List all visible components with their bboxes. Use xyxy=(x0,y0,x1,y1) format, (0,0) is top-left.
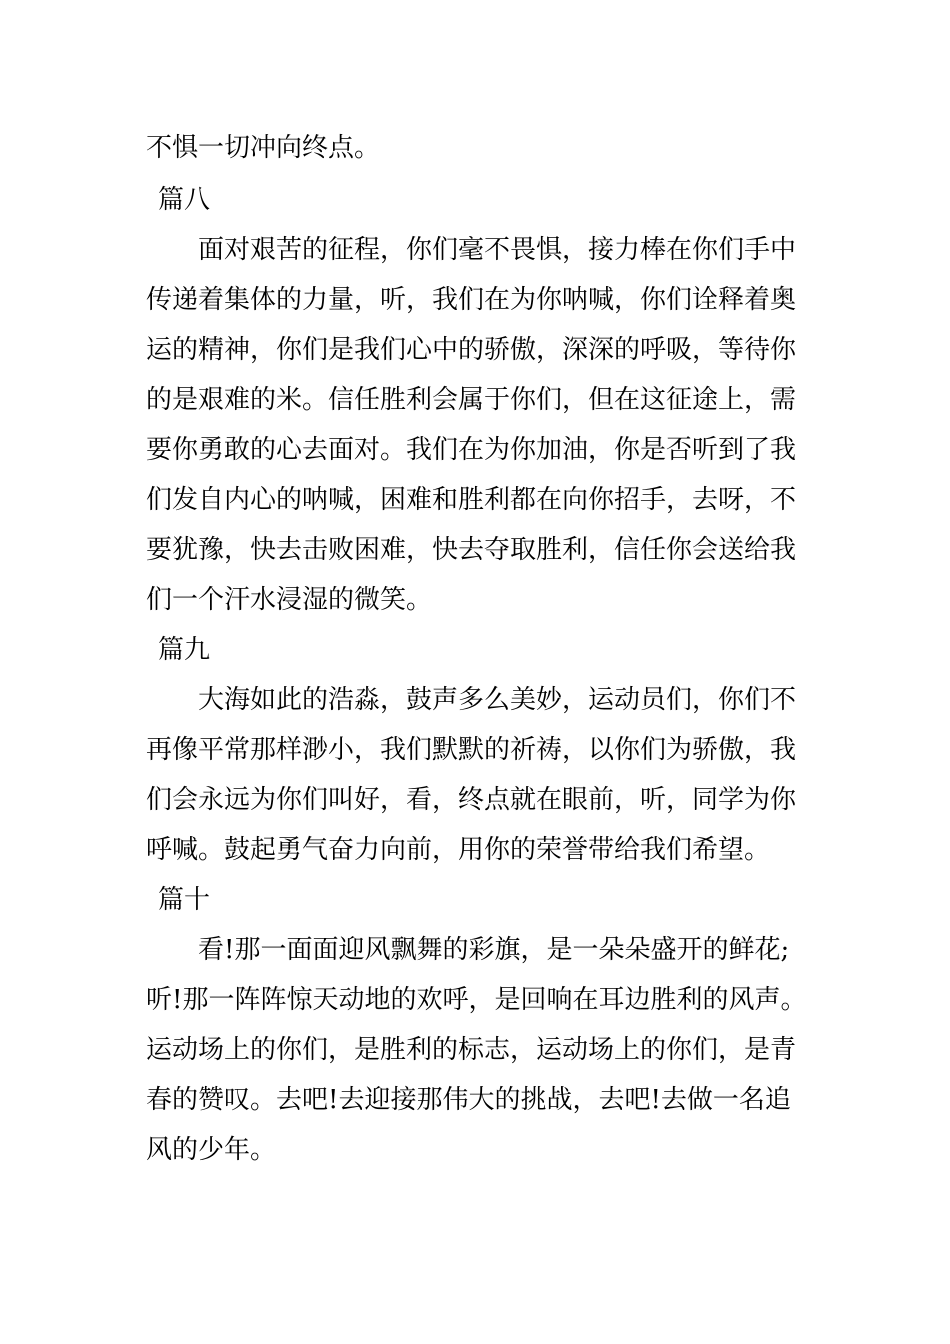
paragraph-line: 春的赞叹。去吧!去迎接那伟大的挑战，去吧!去做一名追 xyxy=(146,1085,791,1115)
section-heading-9: 篇九 xyxy=(158,635,211,665)
paragraph-line: 听!那一阵阵惊天动地的欢呼，是回响在耳边胜利的风声。 xyxy=(146,985,807,1015)
paragraph-line: 面对艰苦的征程，你们毫不畏惧，接力棒在你们手中 xyxy=(198,235,797,265)
paragraph-line: 呼喊。鼓起勇气奋力向前，用你的荣誉带给我们希望。 xyxy=(146,835,771,865)
paragraph-line: 们会永远为你们叫好，看，终点就在眼前，听，同学为你 xyxy=(146,785,797,815)
paragraph-line: 看!那一面面迎风飘舞的彩旗，是一朵朵盛开的鲜花; xyxy=(198,935,790,965)
paragraph-line: 大海如此的浩淼，鼓声多么美妙，运动员们，你们不 xyxy=(198,685,797,715)
section-heading-8: 篇八 xyxy=(158,185,211,215)
paragraph-line: 要你勇敢的心去面对。我们在为你加油，你是否听到了我 xyxy=(146,435,797,465)
paragraph-line: 再像平常那样渺小，我们默默的祈祷，以你们为骄傲，我 xyxy=(146,735,797,765)
continuation-line: 不惧一切冲向终点。 xyxy=(146,133,381,163)
paragraph-line: 们一个汗水浸湿的微笑。 xyxy=(146,585,433,615)
paragraph-line: 们发自内心的呐喊，困难和胜利都在向你招手，去呀，不 xyxy=(146,485,797,515)
section-heading-10: 篇十 xyxy=(158,885,211,915)
paragraph-line: 传递着集体的力量，听，我们在为你呐喊，你们诠释着奥 xyxy=(146,285,797,315)
paragraph-line: 运动场上的你们，是胜利的标志，运动场上的你们，是青 xyxy=(146,1035,797,1065)
paragraph-line: 要犹豫，快去击败困难，快去夺取胜利，信任你会送给我 xyxy=(146,535,797,565)
paragraph-line: 的是艰难的米。信任胜利会属于你们，但在这征途上，需 xyxy=(146,385,797,415)
paragraph-line: 风的少年。 xyxy=(146,1135,277,1165)
paragraph-line: 运的精神，你们是我们心中的骄傲，深深的呼吸，等待你 xyxy=(146,335,797,365)
